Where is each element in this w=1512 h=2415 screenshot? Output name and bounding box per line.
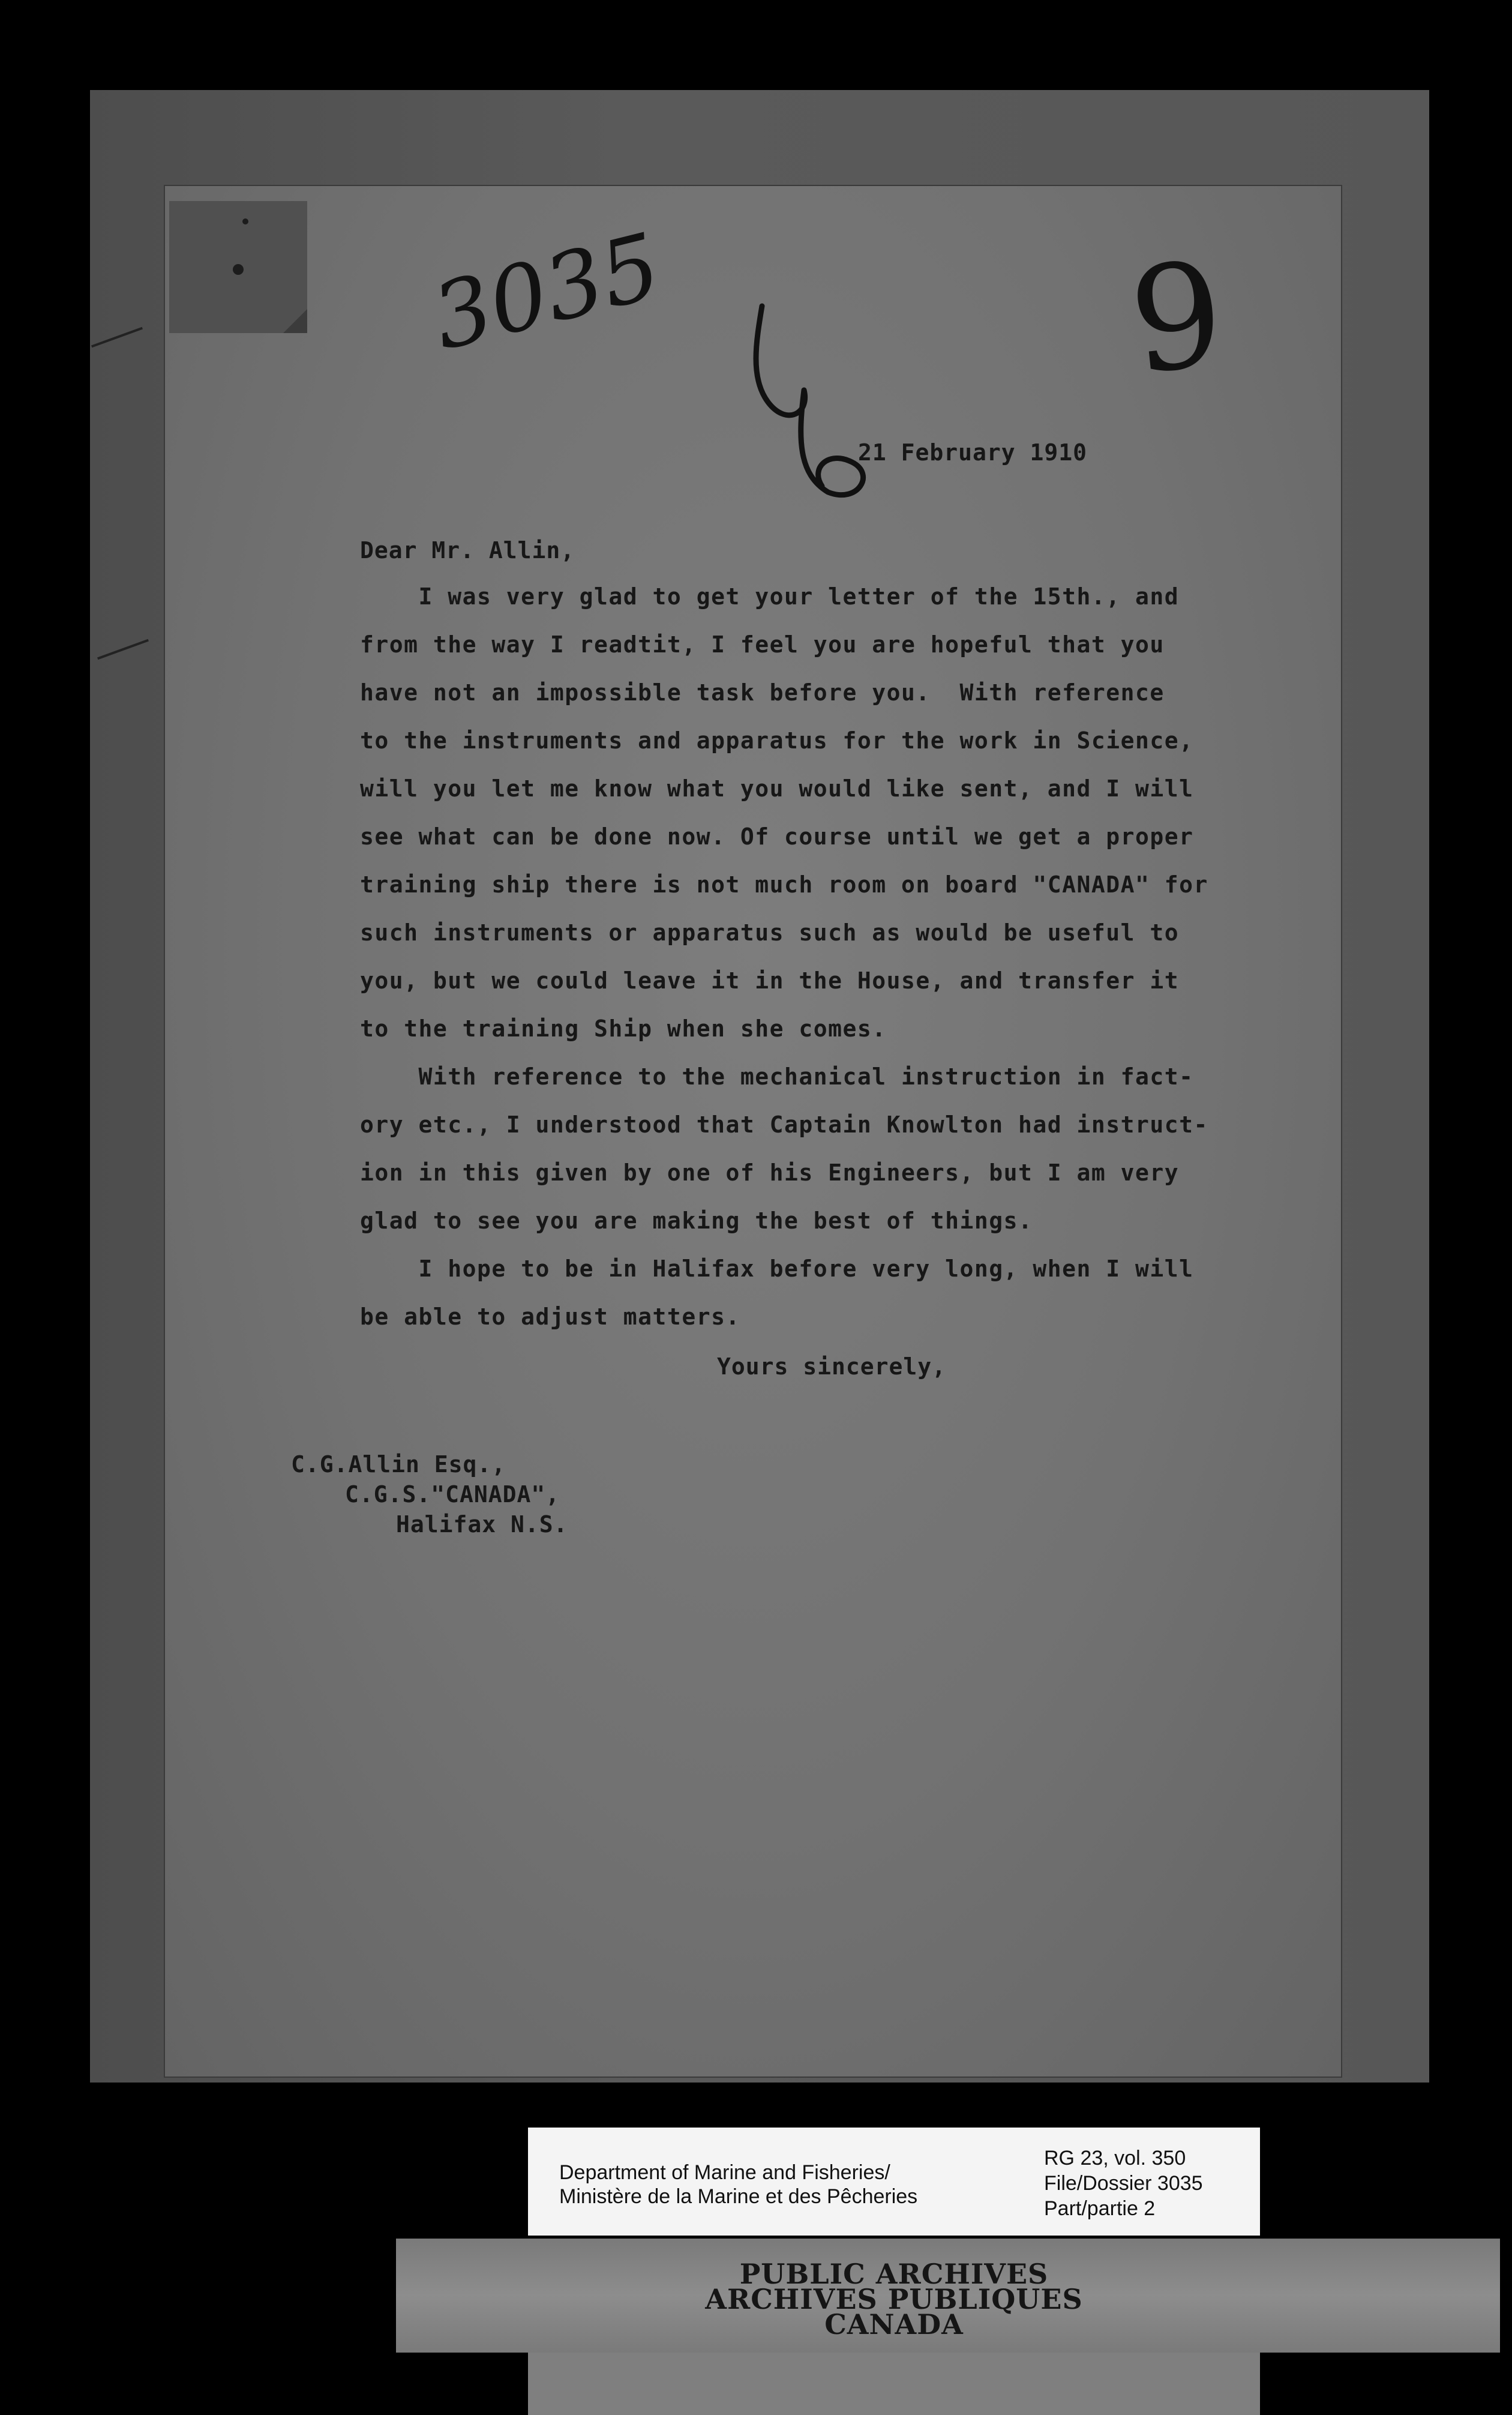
body-line: have not an impossible task before you. With reference <box>360 679 1165 706</box>
handwritten-scribble <box>738 294 894 510</box>
stamp-line: ARCHIVES PUBLIQUES <box>705 2283 1083 2315</box>
corner-fold <box>283 309 307 333</box>
body-line: to the instruments and apparatus for the work in Science, <box>360 727 1194 754</box>
stamp-bottom-strip <box>528 2353 1260 2415</box>
address-line: C.G.S."CANADA", <box>345 1481 560 1508</box>
body-line: ion in this given by one of his Engineers, but I am very <box>360 1159 1180 1186</box>
salutation: Dear Mr. Allin, <box>360 537 575 564</box>
body-line: from the way I readtit, I feel you are hopeful that you <box>360 631 1165 658</box>
handwritten-file-number: 3035 <box>422 214 671 371</box>
body-line: will you let me know what you would like sent, and I will <box>360 775 1194 802</box>
body-line: be able to adjust matters. <box>360 1304 740 1330</box>
body-line: to the training Ship when she comes. <box>360 1015 887 1042</box>
address-line: Halifax N.S. <box>396 1511 568 1538</box>
department-line: Department of Marine and Fisheries/ <box>559 2161 890 2184</box>
reference-line: RG 23, vol. 350 <box>1044 2147 1186 2170</box>
reference-line: Part/partie 2 <box>1044 2197 1156 2220</box>
punch-hole <box>233 264 244 275</box>
body-line: training ship there is not much room on board "CANADA" for <box>360 871 1208 898</box>
department-name <box>559 2161 917 2209</box>
body-line: I hope to be in Halifax before very long, when I will <box>360 1256 1194 1282</box>
stamp-line: CANADA <box>824 2308 964 2341</box>
body-line: glad to see you are making the best of things. <box>360 1208 1033 1234</box>
stamp-line: PUBLIC ARCHIVES <box>739 2258 1049 2290</box>
archive-reference <box>1044 2146 1203 2221</box>
address-line: C.G.Allin Esq., <box>291 1451 506 1478</box>
department-line: Ministère de la Marine et des Pêcheries <box>559 2185 918 2208</box>
public-archives-stamp <box>528 2258 1260 2341</box>
body-line: you, but we could leave it in the House, and transfer it <box>360 967 1180 994</box>
closing: Yours sincerely, <box>717 1353 947 1380</box>
body-line: ory etc., I understood that Captain Knowlton had instruct- <box>360 1111 1208 1138</box>
body-line: With reference to the mechanical instruction in fact- <box>360 1063 1194 1090</box>
punch-hole-small <box>242 218 248 224</box>
archive-reference-label <box>528 2128 1260 2236</box>
body-line: I was very glad to get your letter of the 15th., and <box>360 583 1180 610</box>
handwritten-number: 9 <box>1122 229 1231 407</box>
body-line: see what can be done now. Of course until we get a proper <box>360 823 1194 850</box>
body-line: such instruments or apparatus such as would be useful to <box>360 919 1180 946</box>
reference-line: File/Dossier 3035 <box>1044 2172 1203 2195</box>
letter-date: 21 February 1910 <box>858 439 1088 466</box>
